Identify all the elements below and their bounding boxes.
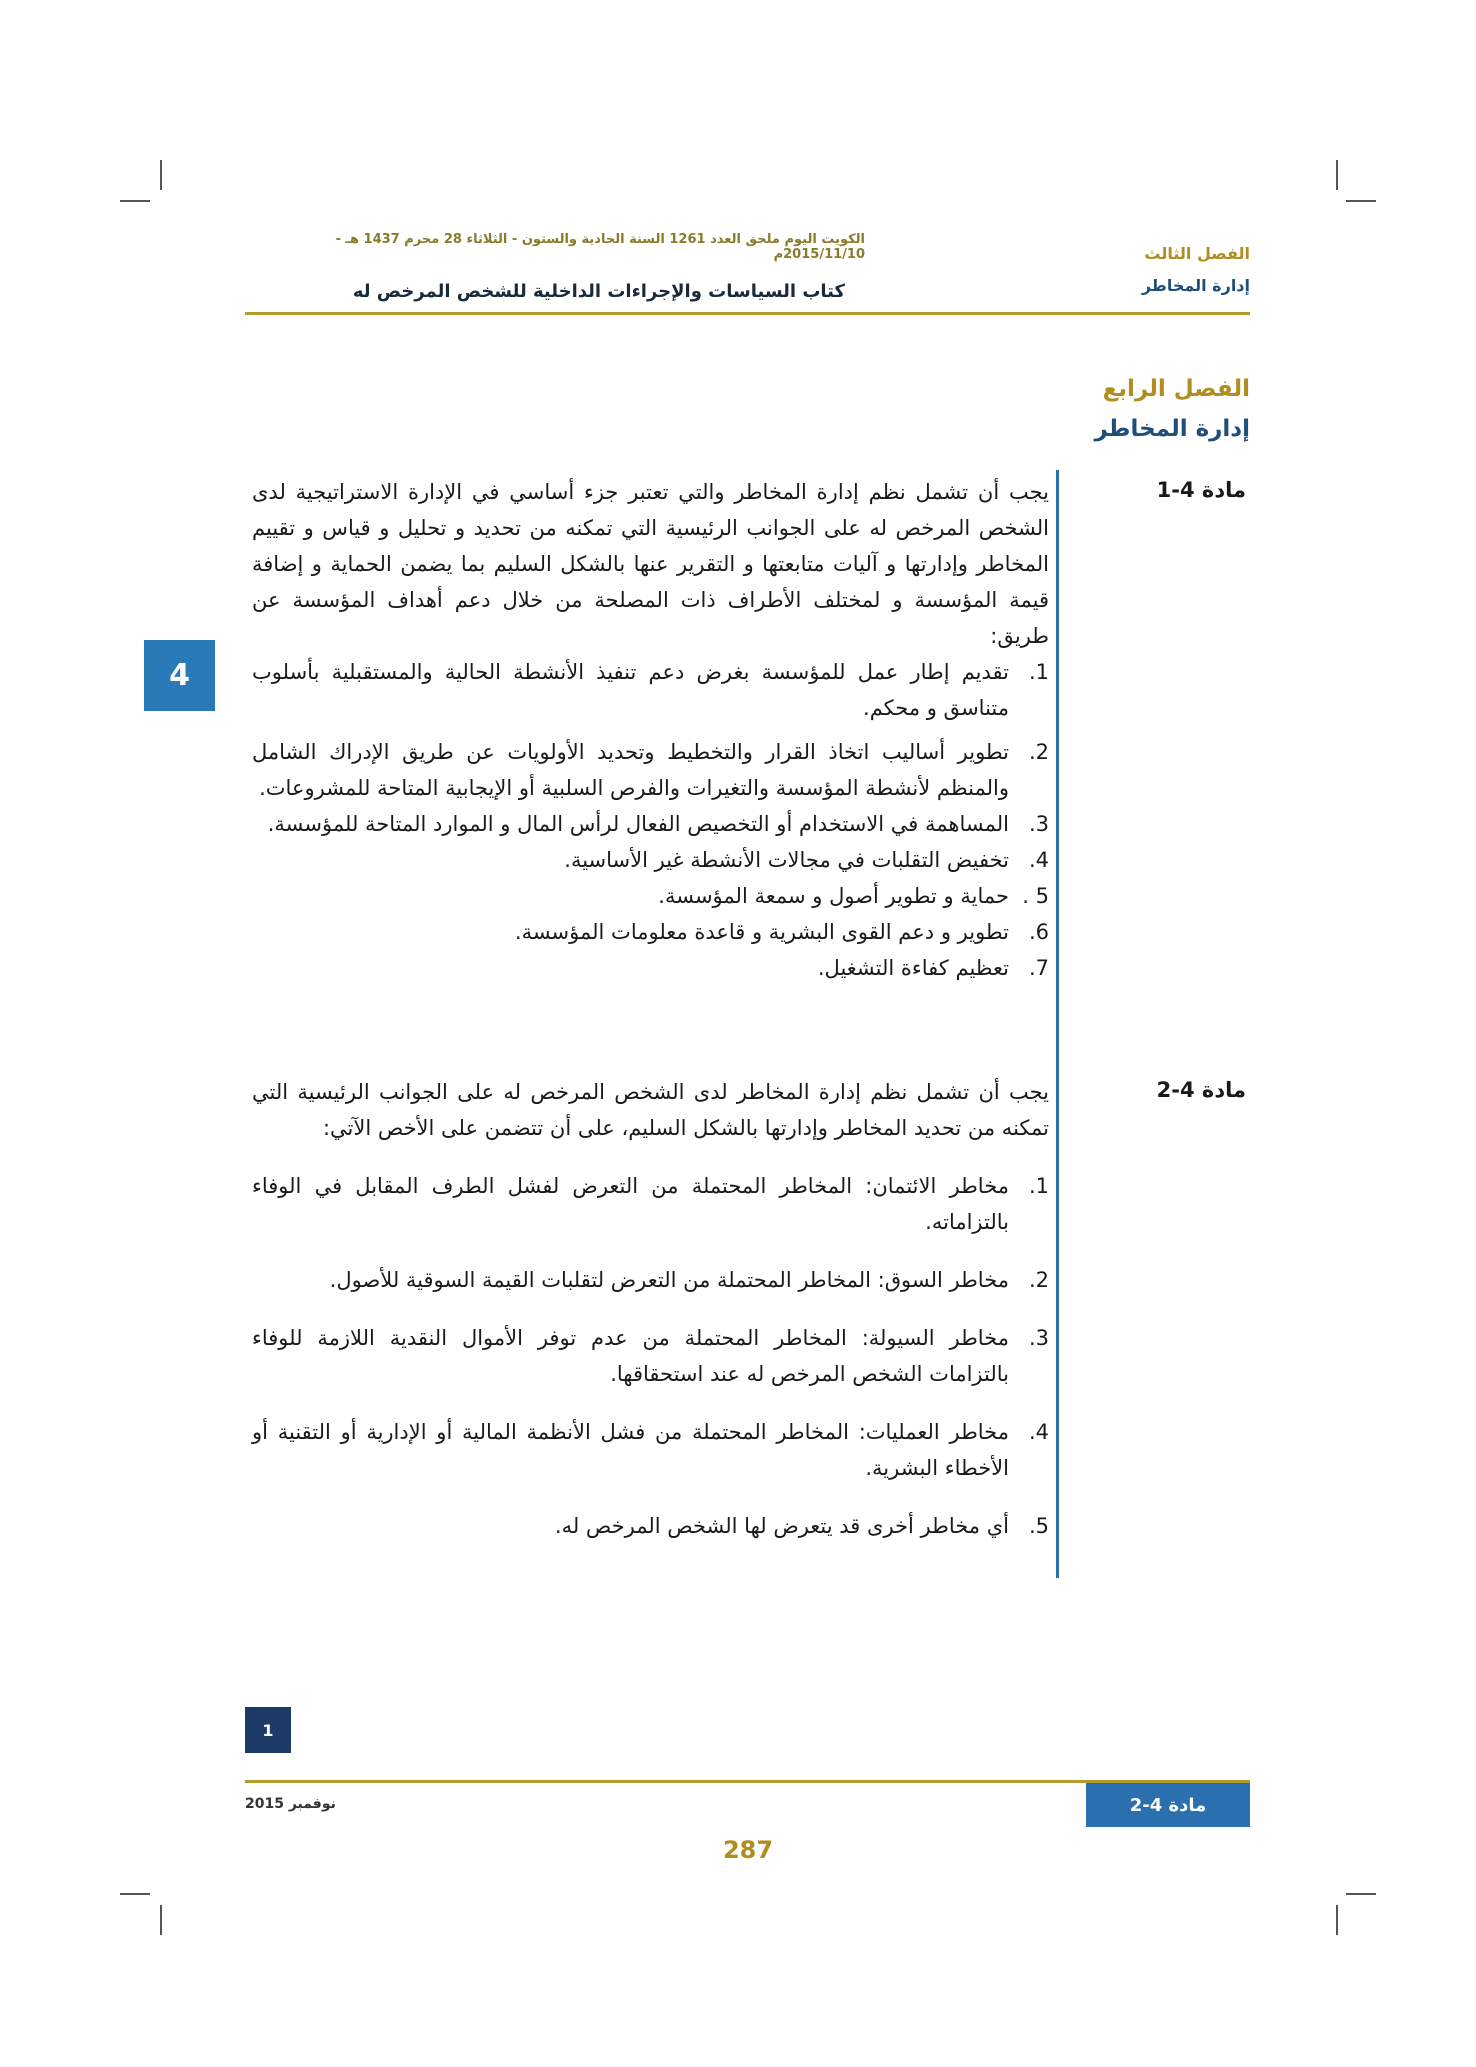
list-text: تطوير أساليب اتخاذ القرار والتخطيط وتحديد الأولويات عن طريق الإدراك الشامل والمنظم لأنشطة المؤسسة والتغيرات والفرص السلبية أو الإيجابية المتاحة للمشروعات. xyxy=(252,740,1009,800)
list-item xyxy=(252,1168,1049,1240)
article-body xyxy=(252,474,1049,986)
list-text: مخاطر السوق: المخاطر المحتملة من التعرض لتقلبات القيمة السوقية للأصول. xyxy=(329,1268,1009,1292)
list-text: مخاطر الائتمان: المخاطر المحتملة من التعرض لفشل الطرف المقابل في الوفاء بالتزاماته. xyxy=(252,1174,1009,1234)
page-box: 1 xyxy=(245,1707,291,1753)
crop-mark xyxy=(1336,1905,1338,1935)
crop-mark xyxy=(1346,1893,1376,1895)
page-number: 287 xyxy=(722,1836,774,1864)
list-number: 4. xyxy=(1028,848,1049,872)
article-label: مادة 4-2 xyxy=(1156,1078,1246,1102)
list-number: 3. xyxy=(1028,812,1049,836)
list-item xyxy=(252,1262,1049,1298)
list-item xyxy=(252,806,1049,842)
list-text: تقديم إطار عمل للمؤسسة بغرض دعم تنفيذ الأنشطة الحالية والمستقبلية بأسلوب متناسق و محكم. xyxy=(252,660,1009,720)
gazette-line: الكويت اليوم ملحق العدد 1261 السنة الحادية والستون - الثلاثاء 28 محرم 1437 هـ - 2015/11/10م xyxy=(335,232,865,262)
list-number: 1. xyxy=(1028,1174,1049,1198)
article-body xyxy=(252,1074,1049,1544)
list-item xyxy=(252,878,1049,914)
crop-mark xyxy=(120,200,150,202)
list-text: مخاطر السيولة: المخاطر المحتملة من عدم توفر الأموال النقدية اللازمة للوفاء بالتزامات الشخص المرخص له عند استحقاقها. xyxy=(252,1326,1009,1386)
crop-mark xyxy=(160,1905,162,1935)
list-number: 6. xyxy=(1028,920,1049,944)
crop-mark xyxy=(1336,160,1338,190)
list-number: 4. xyxy=(1028,1420,1049,1444)
chapter-tab: 4 xyxy=(144,640,215,711)
list-number: 5 . xyxy=(1022,884,1049,908)
list-text: المساهمة في الاستخدام أو التخصيص الفعال لرأس المال و الموارد المتاحة للمؤسسة. xyxy=(267,812,1009,836)
list-text: تعظيم كفاءة التشغيل. xyxy=(817,956,1009,980)
list-number: 3. xyxy=(1028,1326,1049,1350)
list-text: أي مخاطر أخرى قد يتعرض لها الشخص المرخص له. xyxy=(554,1514,1009,1538)
article-label: مادة 4-1 xyxy=(1156,478,1246,502)
list-number: 2. xyxy=(1028,740,1049,764)
crop-mark xyxy=(120,1893,150,1895)
list-number: 1. xyxy=(1028,660,1049,684)
footer-date: نوفمبر 2015 xyxy=(245,1796,336,1812)
list-item xyxy=(252,950,1049,986)
list-text: مخاطر العمليات: المخاطر المحتملة من فشل الأنظمة المالية أو الإدارية أو التقنية أو الأخطاء البشرية. xyxy=(252,1420,1009,1480)
chapter-title: الفصل الرابع xyxy=(1102,376,1250,402)
content-rule xyxy=(1056,470,1059,1578)
list-item xyxy=(252,1508,1049,1544)
header-section: إدارة المخاطر xyxy=(1141,276,1250,295)
crop-mark xyxy=(160,160,162,190)
article-intro: يجب أن تشمل نظم إدارة المخاطر والتي تعتبر جزء أساسي في الإدارة الاستراتيجية لدى الشخص المرخص له على الجوانب الرئيسية التي تمكنه من تحديد و تحليل و قياس و تقييم المخاطر وإدارتها و آليات متابعتها و التقرير عنها بالشكل السليم بما يضمن الحماية و إضافة قيمة المؤسسة و لمختلف الأطراف ذات المصلحة من خلال دعم أهداف المؤسسة عن طريق: xyxy=(252,480,1049,648)
header-rule xyxy=(245,312,1250,315)
list-number: 7. xyxy=(1028,956,1049,980)
list-item xyxy=(252,734,1049,806)
list-item xyxy=(252,1414,1049,1486)
list-number: 2. xyxy=(1028,1268,1049,1292)
footer-article-badge: مادة 4-2 xyxy=(1086,1783,1250,1827)
article-intro: يجب أن تشمل نظم إدارة المخاطر لدى الشخص المرخص له على الجوانب الرئيسية التي تمكنه من تحديد المخاطر وإدارتها بالشكل السليم، على أن تتضمن على الأخص الآتي: xyxy=(252,1080,1049,1140)
list-item xyxy=(252,842,1049,878)
list-text: تطوير و دعم القوى البشرية و قاعدة معلومات المؤسسة. xyxy=(514,920,1009,944)
list-item xyxy=(252,654,1049,726)
header-chapter: الفصل الثالث xyxy=(1144,244,1250,263)
list-item xyxy=(252,914,1049,950)
list-text: حماية و تطوير أصول و سمعة المؤسسة. xyxy=(658,884,1009,908)
list-text: تخفيض التقلبات في مجالات الأنشطة غير الأساسية. xyxy=(564,848,1009,872)
crop-mark xyxy=(1346,200,1376,202)
list-number: 5. xyxy=(1028,1514,1049,1538)
chapter-subtitle: إدارة المخاطر xyxy=(1094,416,1250,442)
list-item xyxy=(252,1320,1049,1392)
book-title: كتاب السياسات والإجراءات الداخلية للشخص المرخص له xyxy=(352,281,845,302)
